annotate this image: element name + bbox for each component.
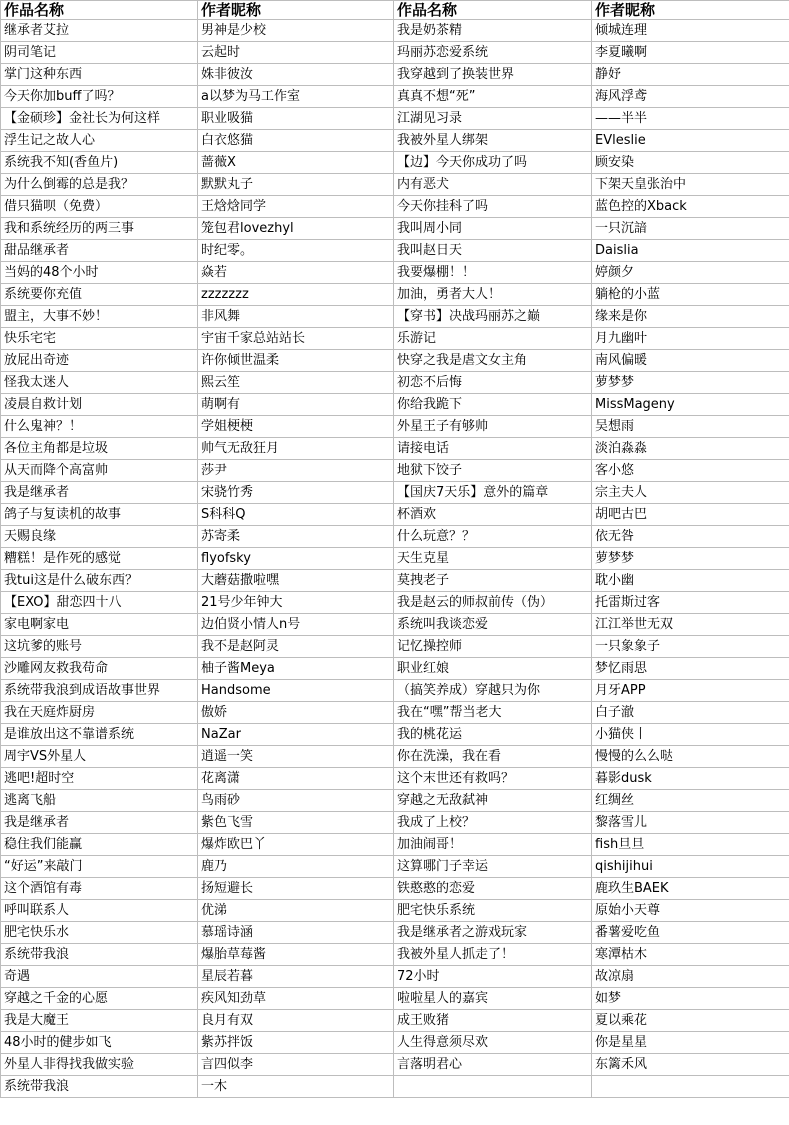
work-title-cell: 我的桃花运 <box>394 724 592 746</box>
author-name-cell: 苏寄柔 <box>198 526 394 548</box>
table-row <box>1 482 789 504</box>
header-author-name-1: 作者昵称 <box>198 1 394 20</box>
work-title-cell: 地狱下饺子 <box>394 460 592 482</box>
work-title-cell: 我穿越到了换装世界 <box>394 64 592 86</box>
table-row <box>1 790 789 812</box>
author-name-cell: zzzzzzz <box>198 284 394 306</box>
author-name-cell: a以梦为马工作室 <box>198 86 394 108</box>
author-name-cell: 傲娇 <box>198 702 394 724</box>
table-row <box>1 350 789 372</box>
work-title-cell: 系统我不知(香鱼片) <box>1 152 198 174</box>
work-title-cell: “好运”来敲门 <box>1 856 198 878</box>
author-name-cell: 鹿乃 <box>198 856 394 878</box>
author-name-cell: 时纪零。 <box>198 240 394 262</box>
table-row <box>1 328 789 350</box>
author-name-cell: 姝非彼汝 <box>198 64 394 86</box>
work-title-cell: 逃吧!超时空 <box>1 768 198 790</box>
author-name-cell: 21号少年钟大 <box>198 592 394 614</box>
author-name-cell: 白子澈 <box>592 702 789 724</box>
work-title-cell: 肥宅快乐水 <box>1 922 198 944</box>
header-work-title-1: 作品名称 <box>1 1 198 20</box>
work-title-cell: 【穿书】决战玛丽苏之巅 <box>394 306 592 328</box>
author-name-cell: 星辰若暮 <box>198 966 394 988</box>
work-title-cell: 我是继承者之游戏玩家 <box>394 922 592 944</box>
work-title-cell: 沙雕网友救我苟命 <box>1 658 198 680</box>
table-row <box>1 306 789 328</box>
author-name-cell: EVleslie <box>592 130 789 152</box>
author-name-cell: 蔷薇X <box>198 152 394 174</box>
work-title-cell: 我是赵云的师叔前传（伪） <box>394 592 592 614</box>
work-title-cell: 继承者艾拉 <box>1 20 198 42</box>
author-name-cell: 一只沉諳 <box>592 218 789 240</box>
table-row <box>1 834 789 856</box>
author-name-cell: 托雷斯过客 <box>592 592 789 614</box>
table-row <box>1 856 789 878</box>
author-name-cell: 逍遥一笑 <box>198 746 394 768</box>
author-name-cell: 职业吸猫 <box>198 108 394 130</box>
work-title-cell: 加油，勇者大人！ <box>394 284 592 306</box>
table-row <box>1 152 789 174</box>
work-title-cell: 这坑爹的账号 <box>1 636 198 658</box>
work-title-cell: 稳住我们能赢 <box>1 834 198 856</box>
author-name-cell: 我不是赵阿灵 <box>198 636 394 658</box>
author-name-cell: 言四似李 <box>198 1054 394 1076</box>
work-title-cell: 请接电话 <box>394 438 592 460</box>
work-title-cell: 凌晨自救计划 <box>1 394 198 416</box>
work-title-cell: 啦啦星人的嘉宾 <box>394 988 592 1010</box>
work-title-cell: 掌门这种东西 <box>1 64 198 86</box>
author-name-cell: 萝梦梦 <box>592 548 789 570</box>
table-row <box>1 394 789 416</box>
table-row <box>1 658 789 680</box>
table-row <box>1 218 789 240</box>
author-name-cell: 吴想雨 <box>592 416 789 438</box>
work-title-cell: 当妈的48个小时 <box>1 262 198 284</box>
table-row <box>1 526 789 548</box>
table-row <box>1 1054 789 1076</box>
author-name-cell: Daislia <box>592 240 789 262</box>
author-name-cell: 柚子酱Meya <box>198 658 394 680</box>
table-row <box>1 724 789 746</box>
work-title-cell: 玛丽苏恋爱系统 <box>394 42 592 64</box>
work-title-cell: 乐游记 <box>394 328 592 350</box>
author-name-cell: 黎落雪儿 <box>592 812 789 834</box>
table-row <box>1 460 789 482</box>
author-name-cell: 莎尹 <box>198 460 394 482</box>
author-name-cell: 原始小天尊 <box>592 900 789 922</box>
work-title-cell: 我是继承者 <box>1 812 198 834</box>
author-name-cell: 耽小幽 <box>592 570 789 592</box>
author-name-cell: 婷颜夕 <box>592 262 789 284</box>
work-title-cell: 【金硕珍】金社长为何这样 <box>1 108 198 130</box>
work-title-cell: 成王败猪 <box>394 1010 592 1032</box>
work-title-cell: 72小时 <box>394 966 592 988</box>
work-title-cell: 【EXO】甜恋四十八 <box>1 592 198 614</box>
work-title-cell: 内有恶犬 <box>394 174 592 196</box>
author-name-cell: 萌啊有 <box>198 394 394 416</box>
author-name-cell: MissMageny <box>592 394 789 416</box>
table-row <box>1 988 789 1010</box>
author-name-cell: 非风舞 <box>198 306 394 328</box>
work-title-cell: 我要爆棚！！ <box>394 262 592 284</box>
author-name-cell: Handsome <box>198 680 394 702</box>
table-row <box>1 966 789 988</box>
work-title-cell: 快乐宅宅 <box>1 328 198 350</box>
work-title-cell: 放屁出奇迹 <box>1 350 198 372</box>
table-row <box>1 196 789 218</box>
table-body <box>1 20 789 1098</box>
author-name-cell: 南风偏暖 <box>592 350 789 372</box>
header-author-name-2: 作者昵称 <box>592 1 789 20</box>
work-title-cell: 外星人非得找我做实验 <box>1 1054 198 1076</box>
author-name-cell: 缘来是你 <box>592 306 789 328</box>
author-name-cell: 鸟雨砂 <box>198 790 394 812</box>
author-name-cell: 慢慢的么么哒 <box>592 746 789 768</box>
author-name-cell: 如梦 <box>592 988 789 1010</box>
author-name-cell: 大蘑菇撒啦嘿 <box>198 570 394 592</box>
work-title-cell: 为什么倒霉的总是我？ <box>1 174 198 196</box>
work-title-cell: 周宇VS外星人 <box>1 746 198 768</box>
author-name-cell: 云起时 <box>198 42 394 64</box>
work-title-cell: 各位主角都是垃圾 <box>1 438 198 460</box>
author-name-cell: 王焓焓同学 <box>198 196 394 218</box>
table-row <box>1 240 789 262</box>
work-title-cell: 人生得意须尽欢 <box>394 1032 592 1054</box>
table-row <box>1 416 789 438</box>
work-title-cell: 初恋不后悔 <box>394 372 592 394</box>
work-title-cell: 我和系统经历的两三事 <box>1 218 198 240</box>
author-name-cell: 李夏曦啊 <box>592 42 789 64</box>
work-title-cell: 我被外星人抓走了！ <box>394 944 592 966</box>
table-row <box>1 86 789 108</box>
table-row <box>1 768 789 790</box>
work-title-cell: 真真不想“死” <box>394 86 592 108</box>
work-title-cell: 呼叫联系人 <box>1 900 198 922</box>
author-name-cell: 疾风知劲草 <box>198 988 394 1010</box>
author-name-cell: 红绸丝 <box>592 790 789 812</box>
author-name-cell: 暮影dusk <box>592 768 789 790</box>
author-name-cell: 梦忆雨思 <box>592 658 789 680</box>
work-title-cell: 我在“嘿”帮当老大 <box>394 702 592 724</box>
work-title-cell: （搞笑养成）穿越只为你 <box>394 680 592 702</box>
work-title-cell: 我在天庭炸厨房 <box>1 702 198 724</box>
table-row <box>1 614 789 636</box>
work-title-cell: 系统带我浪到成语故事世界 <box>1 680 198 702</box>
author-name-cell: 帅气无敌狂月 <box>198 438 394 460</box>
table-row <box>1 130 789 152</box>
work-title-cell: 你在洗澡，我在看 <box>394 746 592 768</box>
work-title-cell: 系统带我浪 <box>1 944 198 966</box>
work-title-cell: 肥宅快乐系统 <box>394 900 592 922</box>
work-title-cell: 杯酒欢 <box>394 504 592 526</box>
header-work-title-2: 作品名称 <box>394 1 592 20</box>
table-row <box>1 174 789 196</box>
author-name-cell: 默默丸子 <box>198 174 394 196</box>
work-title-cell: 我被外星人绑架 <box>394 130 592 152</box>
work-title-cell: 糟糕！是作死的感觉 <box>1 548 198 570</box>
table-row <box>1 570 789 592</box>
work-title-cell: 我是奶茶精 <box>394 20 592 42</box>
work-title-cell: 盟主，大事不妙！ <box>1 306 198 328</box>
author-name-cell: ——半半 <box>592 108 789 130</box>
work-title-cell: 穿越之千金的心愿 <box>1 988 198 1010</box>
table-row <box>1 20 789 42</box>
author-name-cell: 一木 <box>198 1076 394 1098</box>
work-title-cell: 职业红娘 <box>394 658 592 680</box>
work-title-cell: 是谁放出这不靠谱系统 <box>1 724 198 746</box>
author-name-cell: 花离潇 <box>198 768 394 790</box>
author-name-cell: 熙云笙 <box>198 372 394 394</box>
table-row <box>1 262 789 284</box>
author-name-cell: 下架天皇张治中 <box>592 174 789 196</box>
work-title-cell: 这算哪门子幸运 <box>394 856 592 878</box>
work-title-cell: 甜品继承者 <box>1 240 198 262</box>
author-name-cell: NaZar <box>198 724 394 746</box>
author-name-cell: 海风浮鸢 <box>592 86 789 108</box>
table-row <box>1 592 789 614</box>
work-title-cell: 天生克星 <box>394 548 592 570</box>
work-title-cell: 48小时的健步如飞 <box>1 1032 198 1054</box>
work-title-cell: 天赐良缘 <box>1 526 198 548</box>
work-title-cell: 加油闹哥！ <box>394 834 592 856</box>
work-title-cell: 【国庆7天乐】意外的篇章 <box>394 482 592 504</box>
author-name-cell: 良月有双 <box>198 1010 394 1032</box>
work-title-cell: 穿越之无敌弑神 <box>394 790 592 812</box>
author-name-cell: 扬短避长 <box>198 878 394 900</box>
work-title-cell: 系统叫我谈恋爱 <box>394 614 592 636</box>
author-name-cell: 焱若 <box>198 262 394 284</box>
author-name-cell: 寒潭枯木 <box>592 944 789 966</box>
table-row <box>1 636 789 658</box>
work-title-cell: 快穿之我是虐文女主角 <box>394 350 592 372</box>
work-title-cell: 言落明君心 <box>394 1054 592 1076</box>
work-title-cell: 这个酒馆有毒 <box>1 878 198 900</box>
table-row <box>1 746 789 768</box>
work-title-cell: 外星王子有够帅 <box>394 416 592 438</box>
work-title-cell: 浮生记之故人心 <box>1 130 198 152</box>
author-name-cell: flyofsky <box>198 548 394 570</box>
author-name-cell: 爆炸欧巴丫 <box>198 834 394 856</box>
table-row <box>1 284 789 306</box>
author-name-cell: 小猫侠丨 <box>592 724 789 746</box>
author-name-cell: 宇宙千家总站站长 <box>198 328 394 350</box>
work-title-cell: 我成了上校？ <box>394 812 592 834</box>
author-name-cell: 爆胎草莓酱 <box>198 944 394 966</box>
work-title-cell: 记忆操控师 <box>394 636 592 658</box>
author-name-cell: 学姐梗梗 <box>198 416 394 438</box>
author-name-cell: 客小悠 <box>592 460 789 482</box>
work-title-cell: 今天你加buff了吗？ <box>1 86 198 108</box>
author-name-cell: 男神是少校 <box>198 20 394 42</box>
table-row <box>1 680 789 702</box>
work-title-cell: 我是继承者 <box>1 482 198 504</box>
author-name-cell: 东篱禾风 <box>592 1054 789 1076</box>
work-title-cell: 今天你挂科了吗 <box>394 196 592 218</box>
work-title-cell: 铁憨憨的恋爱 <box>394 878 592 900</box>
table-row <box>1 42 789 64</box>
work-title-cell: 系统带我浪 <box>1 1076 198 1098</box>
author-name-cell: 番薯爱吃鱼 <box>592 922 789 944</box>
author-name-cell: 倾城连理 <box>592 20 789 42</box>
author-name-cell: 胡吧古巴 <box>592 504 789 526</box>
work-title-cell: 江湖见习录 <box>394 108 592 130</box>
table-row <box>1 548 789 570</box>
author-name-cell: 一只象象子 <box>592 636 789 658</box>
author-name-cell <box>592 1076 789 1098</box>
author-name-cell: 月牙APP <box>592 680 789 702</box>
author-name-cell: 优涕 <box>198 900 394 922</box>
work-title-cell: 系统要你充值 <box>1 284 198 306</box>
table-row <box>1 504 789 526</box>
work-title-cell: 【边】今天你成功了吗 <box>394 152 592 174</box>
author-name-cell: 紫色飞雪 <box>198 812 394 834</box>
author-name-cell: 躺枪的小蓝 <box>592 284 789 306</box>
work-title-cell: 什么玩意？？ <box>394 526 592 548</box>
work-title-cell: 逃离飞船 <box>1 790 198 812</box>
author-name-cell: 边伯贤小情人n号 <box>198 614 394 636</box>
author-name-cell: 故凉扇 <box>592 966 789 988</box>
work-title-cell: 怪我太迷人 <box>1 372 198 394</box>
author-name-cell: 你是星星 <box>592 1032 789 1054</box>
author-name-cell: 月九幽叶 <box>592 328 789 350</box>
work-title-cell: 什么鬼神？！ <box>1 416 198 438</box>
table-row <box>1 438 789 460</box>
author-name-cell: 白衣悠猫 <box>198 130 394 152</box>
author-name-cell: 笼包君lovezhyl <box>198 218 394 240</box>
work-title-cell: 你给我跪下 <box>394 394 592 416</box>
author-name-cell: qishijihui <box>592 856 789 878</box>
work-title-cell: 我叫周小同 <box>394 218 592 240</box>
table-row <box>1 1032 789 1054</box>
work-title-cell: 我是大魔王 <box>1 1010 198 1032</box>
table-row <box>1 1076 789 1098</box>
author-name-cell: 鹿玖生BAEK <box>592 878 789 900</box>
author-name-cell: S科科Q <box>198 504 394 526</box>
author-name-cell: 依无咎 <box>592 526 789 548</box>
work-title-cell: 家电啊家电 <box>1 614 198 636</box>
table-row <box>1 900 789 922</box>
table-row <box>1 922 789 944</box>
work-title-cell: 从天而降个高富帅 <box>1 460 198 482</box>
table-row <box>1 64 789 86</box>
author-name-cell: 江江举世无双 <box>592 614 789 636</box>
work-title-cell: 鸽子与复读机的故事 <box>1 504 198 526</box>
author-name-cell: 淡泊淼淼 <box>592 438 789 460</box>
table-header <box>1 1 789 20</box>
author-name-cell: 宋骁竹秀 <box>198 482 394 504</box>
work-title-cell: 这个末世还有救吗？ <box>394 768 592 790</box>
work-title-cell: 借只猫呗（免费） <box>1 196 198 218</box>
table-row <box>1 1010 789 1032</box>
work-title-cell: 莫拽老子 <box>394 570 592 592</box>
table-row <box>1 812 789 834</box>
table-row <box>1 878 789 900</box>
work-title-cell: 我tui这是什么破东西？ <box>1 570 198 592</box>
table-row <box>1 108 789 130</box>
work-title-cell: 我叫赵日天 <box>394 240 592 262</box>
author-name-cell: 静妤 <box>592 64 789 86</box>
author-name-cell: 紫苏拌饭 <box>198 1032 394 1054</box>
author-name-cell: 萝梦梦 <box>592 372 789 394</box>
table-row <box>1 944 789 966</box>
author-name-cell: 许你倾世温柔 <box>198 350 394 372</box>
author-name-cell: 宗主夫人 <box>592 482 789 504</box>
author-name-cell: fish旦旦 <box>592 834 789 856</box>
author-name-cell: 顾安染 <box>592 152 789 174</box>
work-title-cell: 奇遇 <box>1 966 198 988</box>
work-title-cell <box>394 1076 592 1098</box>
author-name-cell: 夏以乘花 <box>592 1010 789 1032</box>
header-row <box>1 1 789 20</box>
table-row <box>1 702 789 724</box>
work-title-cell: 阴司笔记 <box>1 42 198 64</box>
author-name-cell: 慕瑶诗涵 <box>198 922 394 944</box>
table-row <box>1 372 789 394</box>
author-name-cell: 蓝色控的Xback <box>592 196 789 218</box>
